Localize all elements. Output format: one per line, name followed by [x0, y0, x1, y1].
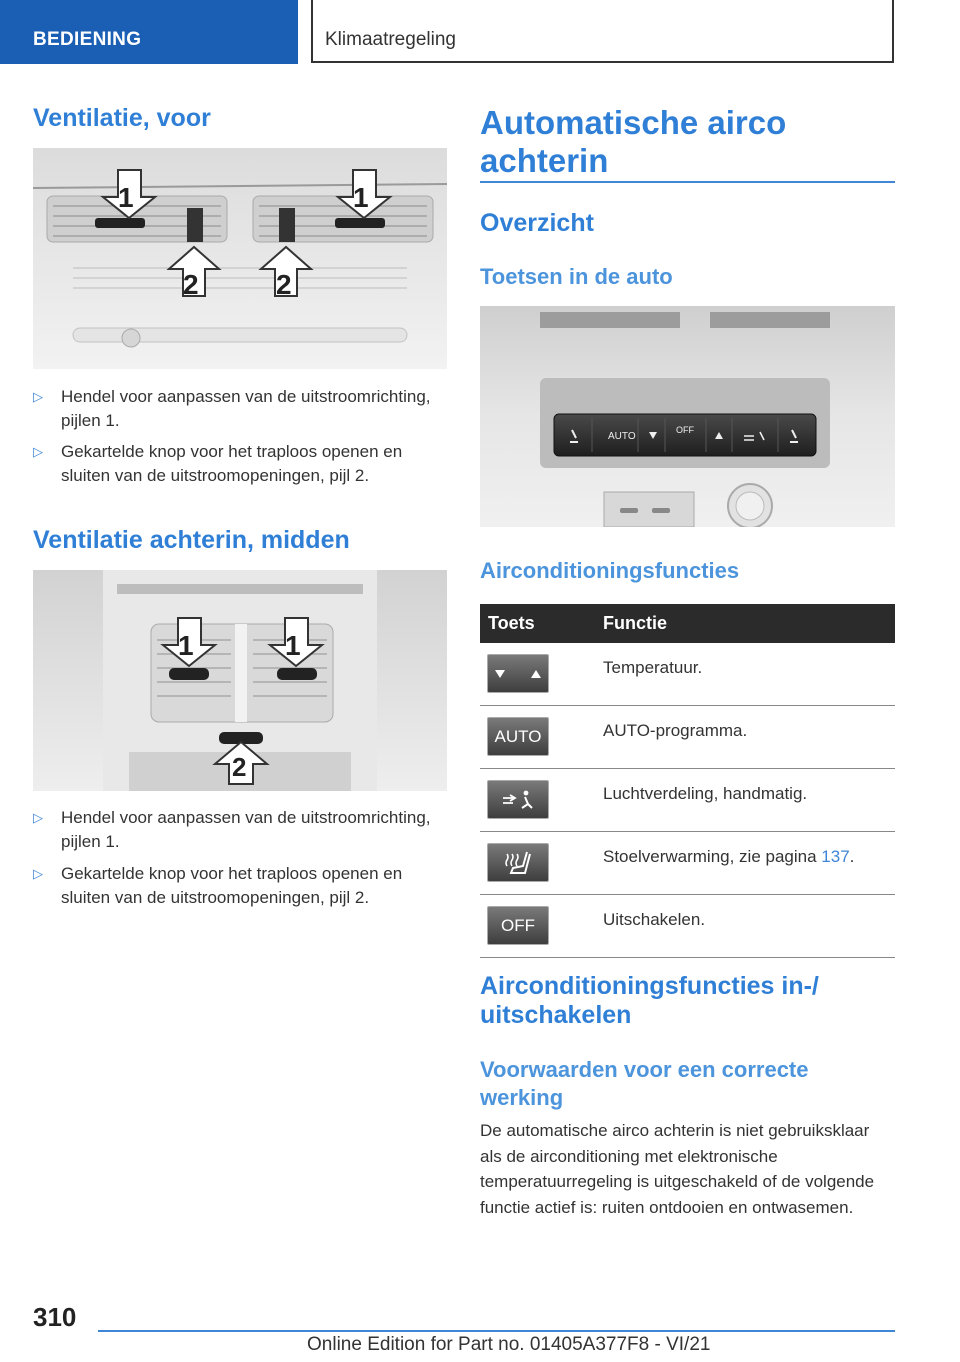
table-row [480, 895, 895, 958]
function-air-distribution: Luchtverdeling, handmatig. [603, 769, 895, 832]
arrow-label-2-left: 2 [183, 269, 199, 300]
seat-heating-icon [487, 843, 549, 882]
footer-edition: Online Edition for Part no. 01405A377F8 - VI/21 [307, 1334, 711, 1355]
chapter-title: Klimaatregeling [325, 29, 456, 50]
arrow-label-1-right: 1 [353, 182, 369, 213]
temperature-arrows-icon [487, 654, 549, 693]
air-distribution-icon [487, 780, 549, 819]
table-row [480, 706, 895, 769]
front-list-item-2: ▷ Gekartelde knop voor het traploos openen en sluiten van de uitstroomopeningen, pijl 2. [33, 442, 403, 485]
heading-overview: Overzicht [480, 209, 594, 237]
section-tab [0, 0, 298, 64]
page-link-137[interactable]: 137 [821, 847, 850, 866]
section-title: BEDIENING [33, 29, 142, 50]
heading-underline [480, 181, 895, 183]
heading-buttons-in-car: Toetsen in de auto [480, 264, 673, 289]
column-header-function: Functie [603, 604, 895, 643]
function-seat-heating: Stoelverwarming, zie pagina 137. [603, 832, 895, 895]
auto-button-icon: AUTO [487, 717, 549, 756]
control-panel-image [480, 306, 895, 527]
rear-list-item-1: ▷ Hendel voor aanpassen van de uitstroomrichting, pijlen 1. [33, 808, 431, 851]
conditions-paragraph: De automatische airco achterin is niet gebruiksklaar als de airconditioning met elektronische temperatuurregeling is uitgeschakeld of de volgende functie actief is: ruiten ontdooien en ontwasemen. [480, 1121, 875, 1217]
page-number: 310 [33, 1302, 77, 1332]
function-temperature: Temperatuur. [603, 643, 895, 706]
column-header-key: Toets [480, 604, 603, 643]
front-vents-image [33, 148, 447, 369]
panel-auto-label: AUTO [608, 431, 636, 442]
bullet-triangle-icon: ▷ [33, 389, 43, 404]
functions-table [480, 604, 895, 958]
rear-arrow-label-2: 2 [232, 752, 247, 782]
footer-rule [98, 1330, 895, 1332]
bullet-triangle-icon: ▷ [33, 444, 43, 459]
rear-arrow-label-1-left: 1 [178, 630, 194, 661]
table-header-row [480, 604, 895, 643]
bullet-triangle-icon: ▷ [33, 866, 43, 881]
table-row [480, 769, 895, 832]
chapter-tab [311, 0, 894, 63]
rear-arrow-label-1-right: 1 [285, 630, 301, 661]
heading-front-ventilation: Ventilatie, voor [33, 104, 211, 132]
arrow-label-2-right: 2 [276, 269, 292, 300]
front-list-item-1: ▷ Hendel voor aanpassen van de uitstroomrichting, pijlen 1. [33, 387, 431, 430]
arrow-label-1-left: 1 [118, 182, 134, 213]
rear-vents-image [33, 570, 447, 791]
rear-list-item-2: ▷ Gekartelde knop voor het traploos openen en sluiten van de uitstroomopeningen, pijl 2. [33, 864, 403, 907]
panel-off-label: OFF [676, 425, 694, 435]
off-button-icon: OFF [487, 906, 549, 945]
bullet-triangle-icon: ▷ [33, 810, 43, 825]
heading-rear-auto-climate: Automatische airco achterin [480, 104, 787, 179]
table-row [480, 643, 895, 706]
function-off: Uitschakelen. [603, 895, 895, 958]
heading-conditions: Voorwaarden voor een correcte werking [480, 1057, 809, 1110]
function-auto: AUTO-programma. [603, 706, 895, 769]
table-row [480, 832, 895, 895]
heading-functions-on-off: Airconditioningsfuncties in-/ uitschakelen [480, 972, 819, 1029]
heading-ac-functions: Airconditioningsfuncties [480, 558, 740, 583]
heading-rear-ventilation: Ventilatie achterin, midden [33, 526, 350, 554]
